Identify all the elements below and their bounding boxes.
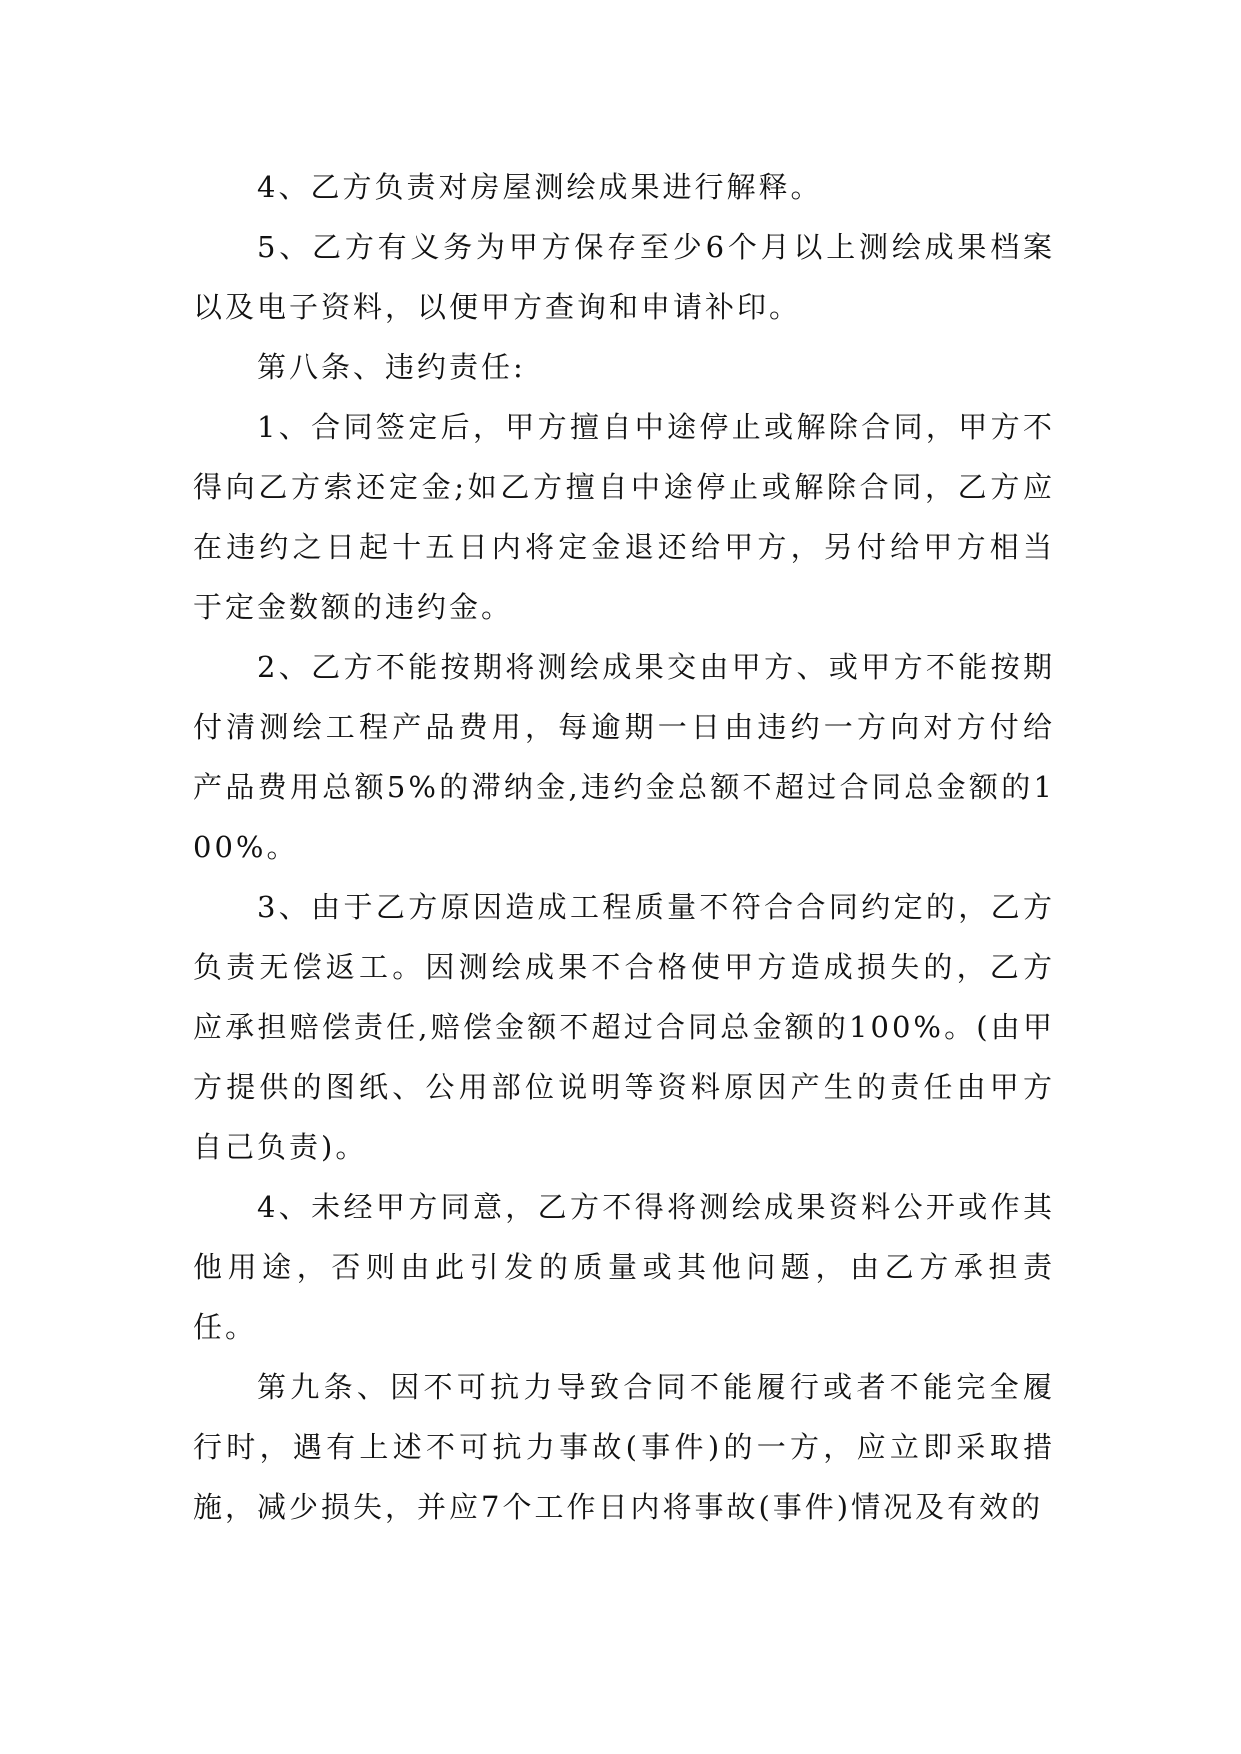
paragraph-article-9: 第九条、因不可抗力导致合同不能履行或者不能完全履行时，遇有上述不可抗力事故(事件)的一方，应立即采取措施，减少损失，并应7个工作日内将事故(事件)情况及有效的 <box>193 1370 1055 1524</box>
paragraph-clause-4-explanation: 4、乙方负责对房屋测绘成果进行解释。 <box>257 170 823 204</box>
paragraph-breach-2: 2、乙方不能按期将测绘成果交由甲方、或甲方不能按期付清测绘工程产品费用，每逾期一日由违约一方向对方付给产品费用总额5%的滞纳金,违约金总额不超过合同总金额的100%。 <box>193 650 1055 864</box>
paragraph-breach-3: 3、由于乙方原因造成工程质量不符合合同约定的，乙方负责无偿返工。因测绘成果不合格使甲方造成损失的，乙方应承担赔偿责任,赔偿金额不超过合同总金额的100%。(由甲方提供的图纸、公用部位说明等资料原因产生的责任由甲方自己负责)。 <box>193 890 1055 1164</box>
paragraph-breach-1: 1、合同签定后，甲方擅自中途停止或解除合同，甲方不得向乙方索还定金;如乙方擅自中途停止或解除合同，乙方应在违约之日起十五日内将定金退还给甲方，另付给甲方相当于定金数额的违约金。 <box>193 410 1055 624</box>
document-body <box>193 157 1055 1537</box>
paragraph-clause-5-archive: 5、乙方有义务为甲方保存至少6个月以上测绘成果档案以及电子资料，以便甲方查询和申请补印。 <box>193 230 1055 324</box>
paragraph-breach-4: 4、未经甲方同意，乙方不得将测绘成果资料公开或作其他用途，否则由此引发的质量或其他问题，由乙方承担责任。 <box>193 1190 1055 1344</box>
paragraph-article-8-heading: 第八条、违约责任: <box>257 350 526 384</box>
